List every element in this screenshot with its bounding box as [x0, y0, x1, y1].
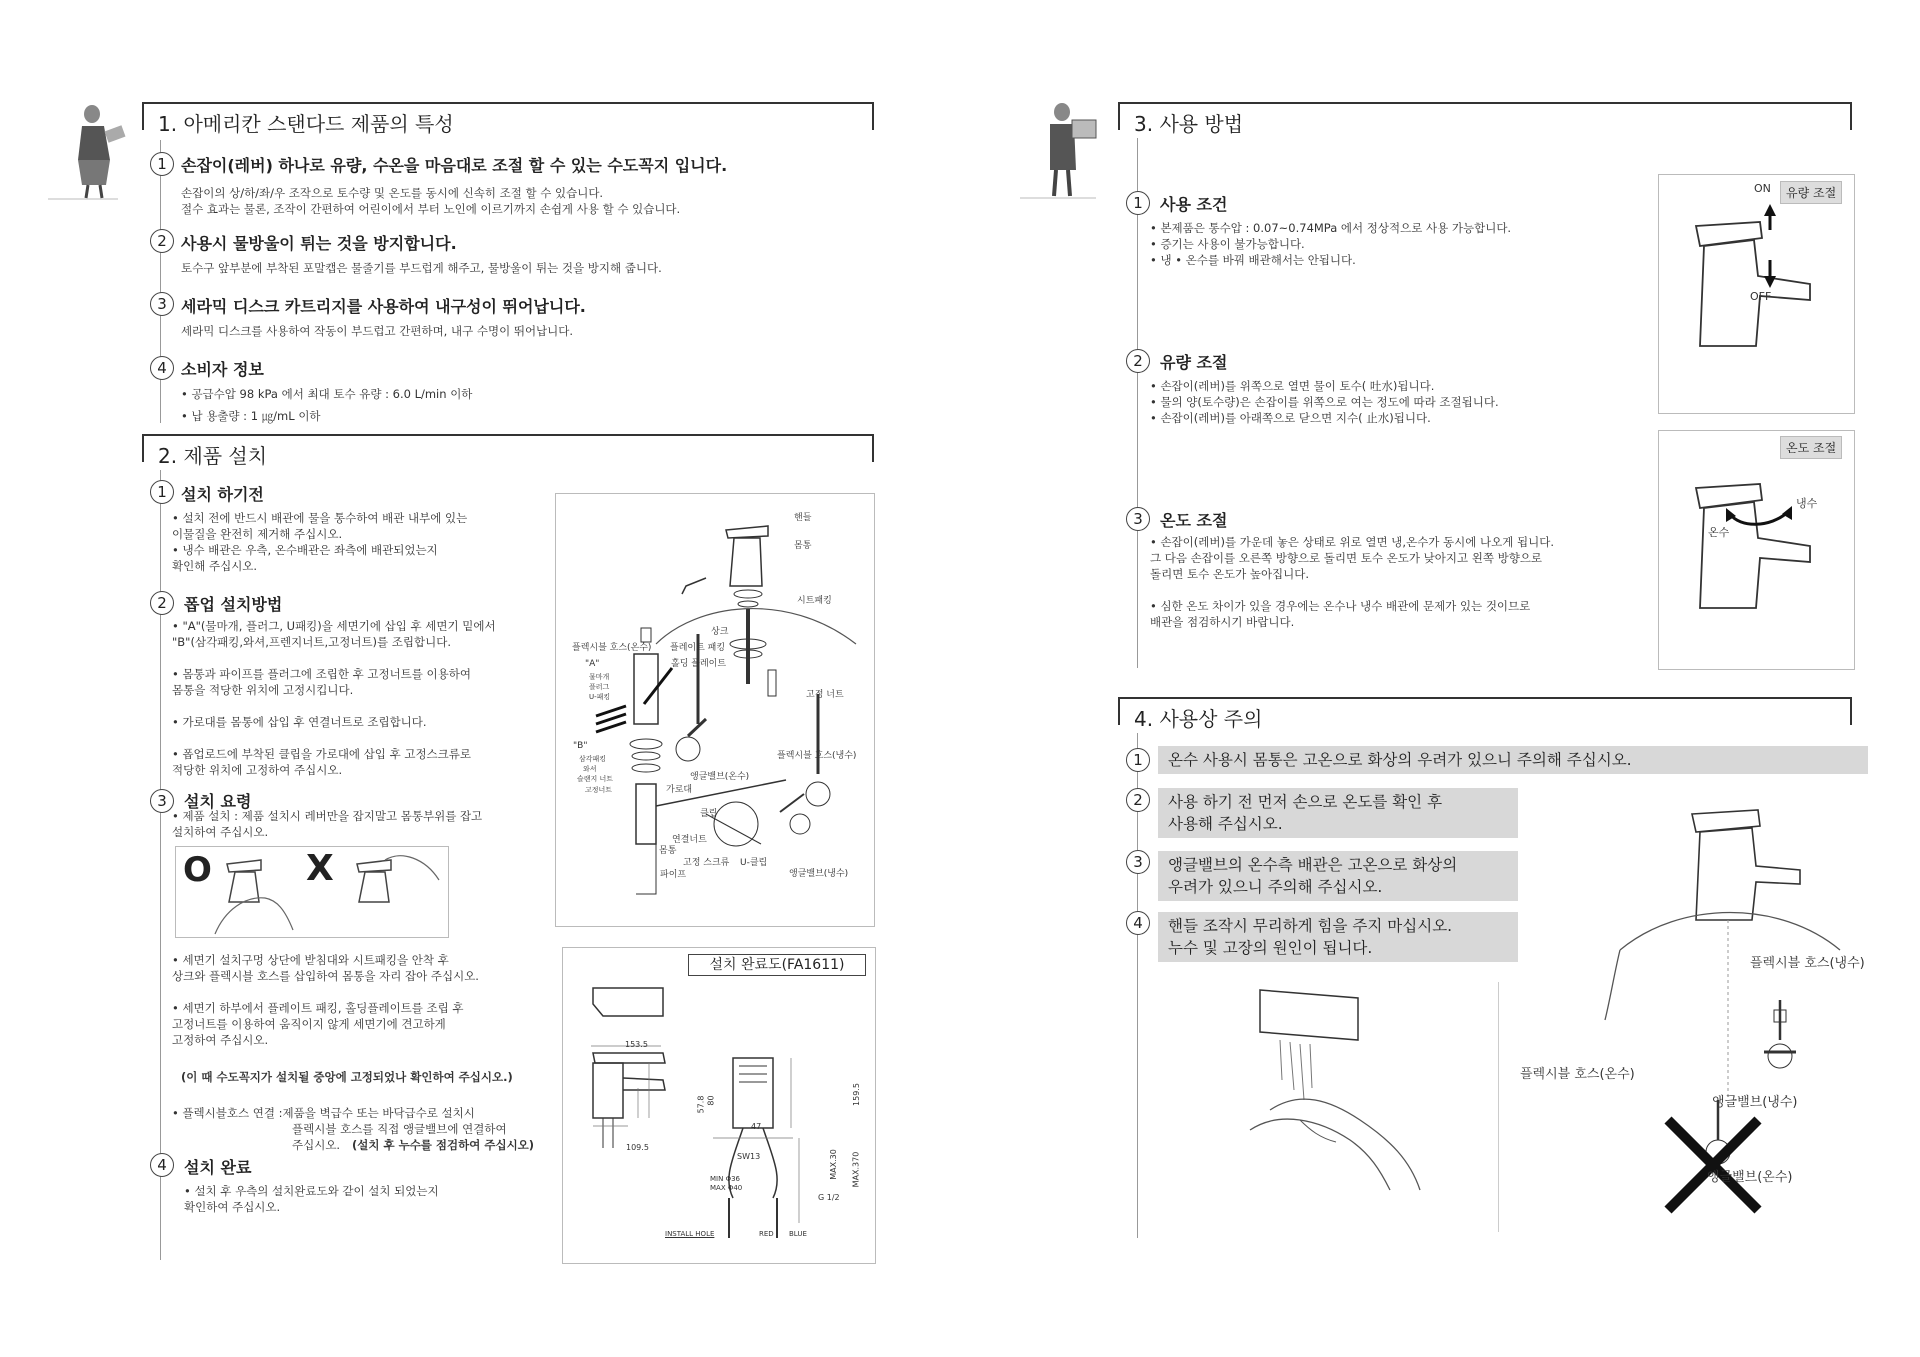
red-label: RED — [759, 1230, 774, 1238]
hands-illustration-divider — [1498, 982, 1499, 1232]
label-plate-packing: 플레이트 패킹 — [670, 643, 726, 653]
label-body: 몸통 — [794, 541, 812, 551]
install-step-2-number: 2 — [150, 591, 174, 615]
caution-1-number: 1 — [1126, 748, 1150, 772]
section-2-rule — [160, 470, 161, 1260]
label-a-upacking: U-패킹 — [589, 693, 611, 701]
item-1-text: 손잡이의 상/하/좌/우 조작으로 토수량 및 온도를 동시에 신속히 조절 할 수 있습니다. 절수 효과는 물론, 조작이 간편하여 어린이에서 부터 노인에 이르기까지 손쉽게 사용 할 수 있습니다. — [181, 186, 681, 216]
label-angle-valve-cold: 앵글밸브(냉수) — [1712, 1095, 1798, 1110]
hose-connection-line-3: 주십시오. — [292, 1138, 341, 1152]
item-2-title: 사용시 물방울이 튀는 것을 방지합니다. — [181, 234, 457, 253]
label-a: "A" — [585, 659, 600, 669]
label-flex-hose-cold: 플렉시블 호스(냉수) — [1750, 956, 1865, 971]
on-label: ON — [1754, 182, 1771, 195]
caution-3-number: 3 — [1126, 850, 1150, 874]
item-3-title: 세라믹 디스크 카트리지를 사용하여 내구성이 뛰어납니다. — [181, 297, 586, 316]
label-hose-cold: 플렉시블 호스(냉수) — [777, 751, 857, 761]
label-body-lower: 몸통 — [659, 846, 677, 856]
dim-57-8: 57.8 — [696, 1095, 706, 1114]
install-step-3b-text: • 세면기 설치구멍 상단에 받침대와 시트패킹을 안착 후 상크와 플렉시블 호스를 삽입하여 몸통을 자리 잡아 주십시오. • 세면기 하부에서 플레이트 패킹, 홀딩플레이트를 조립 후 고정너트를 이용하여 움직이지 않게 세면기에 견고하게 고정하여 주십시오. — [172, 953, 479, 1047]
section-2-heading-bar — [142, 434, 874, 468]
label-angle-valve-cold: 앵글밸브(냉수) — [789, 869, 849, 879]
install-step-4-number: 4 — [150, 1153, 174, 1177]
flow-control-faucet-illustration — [1660, 176, 1850, 410]
dim-109-5: 109.5 — [626, 1143, 649, 1152]
label-angle-valve-hot: 앵글밸브(온수) — [690, 772, 750, 782]
install-step-3-text: • 제품 설치 : 제품 설치시 레버만을 잡지말고 몸통부위를 잡고 설치하여 주십시오. — [172, 809, 483, 839]
dim-159-5: 159.5 — [851, 1083, 861, 1106]
install-step-3-title: 설치 요령 — [184, 792, 252, 811]
install-step-4-text: • 설치 후 우측의 설치완료도와 같이 설치 되었는지 확인하여 주십시오. — [184, 1184, 439, 1214]
off-label: OFF — [1750, 290, 1772, 303]
section-1-rule — [160, 140, 161, 423]
section-2-heading: 2. 제품 설치 — [158, 444, 268, 468]
label-rod: 가로대 — [666, 785, 693, 795]
incorrect-mark: X — [306, 848, 334, 889]
dim-80: 80 — [706, 1095, 716, 1106]
caution-1-text: 온수 사용시 몸통은 고온으로 화상의 우려가 있으니 주의해 주십시오. — [1158, 746, 1868, 774]
item-3-number: 3 — [150, 292, 174, 316]
temperature-control-tag: 온도 조절 — [1780, 436, 1842, 459]
label-fix-screw: 고정 스크류 — [683, 858, 730, 868]
complete-drawing-title: 설치 완료도(FA1611) — [688, 954, 866, 976]
usage-step-3-title: 온도 조절 — [1160, 511, 1228, 530]
usage-step-3-number: 3 — [1126, 507, 1150, 531]
label-angle-valve-hot: 앵글밸브(온수) — [1707, 1170, 1793, 1185]
usage-step-2-text: • 손잡이(레버)를 위쪽으로 열면 물이 토수( 吐水)됩니다. • 물의 양(토수량)은 손잡이를 위쪽으로 여는 정도에 따라 조절됩니다. • 손잡이(레버)를 아래쪽으로 닫으면 지수( 止水)됩니다. — [1150, 379, 1499, 425]
correct-mark: O — [183, 850, 212, 890]
usage-step-2-number: 2 — [1126, 349, 1150, 373]
label-clip: 클립 — [700, 809, 718, 819]
item-4-title: 소비자 정보 — [181, 360, 264, 379]
section-3-heading: 3. 사용 방법 — [1134, 112, 1244, 136]
label-b: "B" — [573, 741, 588, 751]
install-check-note: (이 때 수도꼭지가 설치될 중앙에 고정되었나 확인하여 주십시오.) — [181, 1070, 513, 1084]
hose-leak-check-note: (설치 후 누수를 점검하여 주십시오) — [352, 1138, 535, 1152]
caution-2-text: 사용 하기 전 먼저 손으로 온도를 확인 후 사용해 주십시오. — [1158, 788, 1518, 838]
install-step-1-text: • 설치 전에 반드시 배관에 물을 통수하여 배관 내부에 있는 이물질을 완전히 제거해 주십시오. • 냉수 배관은 우측, 온수배관은 좌측에 배관되었는지 확인해 주십시오. — [172, 511, 468, 573]
section-3-rule — [1137, 138, 1138, 668]
item-1-number: 1 — [150, 152, 174, 176]
dim-47: 47 — [751, 1122, 762, 1131]
usage-step-2-title: 유량 조절 — [1160, 353, 1228, 372]
section-4-heading: 4. 사용상 주의 — [1134, 707, 1263, 731]
label-shank: 상크 — [711, 627, 729, 637]
label-a-plug: 플러그 — [589, 683, 610, 691]
dim-153-5: 153.5 — [625, 1040, 648, 1049]
label-holding-plate: 홀딩 플레이트 — [671, 659, 727, 669]
label-handle: 핸들 — [794, 513, 812, 523]
install-step-1-title: 설치 하기전 — [181, 485, 264, 504]
item-3-text: 세라믹 디스크를 사용하여 작동이 부드럽고 간편하며, 내구 수명이 뛰어납니다. — [181, 324, 574, 338]
label-pipe: 파이프 — [660, 870, 687, 880]
temperature-control-faucet-illustration — [1660, 432, 1850, 666]
correct-grip-faucet-illustration — [215, 850, 295, 934]
complete-dimension-drawing — [563, 948, 873, 1260]
item-4-number: 4 — [150, 356, 174, 380]
install-step-1-number: 1 — [150, 480, 174, 504]
hose-connection-line-2: 플렉시블 호스를 직접 앵글밸브에 연결하여 — [292, 1122, 507, 1136]
label-b-triangle-packing: 삼각패킹 — [579, 755, 607, 763]
blue-label: BLUE — [789, 1230, 807, 1238]
presenter-mascot-illustration — [1020, 100, 1100, 200]
dim-min-36: MIN Φ36 — [710, 1175, 740, 1183]
label-b-flange-nut: 슬랜지 너트 — [577, 775, 614, 783]
item-2-number: 2 — [150, 229, 174, 253]
angle-valve-caution-illustration — [1600, 800, 1850, 1220]
hot-label: 온수 — [1708, 526, 1730, 539]
label-a-stopper: 물마개 — [589, 673, 610, 681]
dim-g-1-2: G 1/2 — [818, 1193, 840, 1202]
caution-3-text: 앵글밸브의 온수측 배관은 고온으로 화상의 우려가 있으니 주의해 주십시오. — [1158, 851, 1518, 901]
section-1-heading-bar — [142, 102, 874, 136]
item-1-title: 손잡이(레버) 하나로 유량, 수온을 마음대로 조절 할 수 있는 수도꼭지 입니다. — [181, 156, 728, 175]
usage-step-1-number: 1 — [1126, 191, 1150, 215]
install-step-2-text: • "A"(물마개, 플러그, U패킹)을 세면기에 삽입 후 세면기 밑에서 "B"(삼각패킹,와셔,프렌지너트,고정너트)를 조립합니다. • 몸통과 파이프를 플러그에 조립한 후 고정너트를 이용하여 몸통을 적당한 위치에 고정시킵니다. • 가로대를 몸통에 삽입 후 연결너트로 조립합니다. • 폽업로드에 부착된 클립을 가로대에 삽입 후 고정스크류로 적당한 위치에 고정하여 주십시오. — [172, 619, 496, 777]
item-2-text: 토수구 앞부분에 부착된 포말캡은 물줄기를 부드럽게 해주고, 물방울이 튀는 것을 방지해 줍니다. — [181, 261, 662, 275]
label-fix-nut: 고정 너트 — [806, 690, 844, 700]
dim-max-370: MAX.370 — [851, 1151, 861, 1188]
install-step-2-title: 폽업 설치방법 — [184, 595, 283, 614]
dim-sw13: SW13 — [737, 1152, 761, 1161]
install-hole-label: INSTALL HOLE — [665, 1230, 715, 1238]
instructor-mascot-illustration — [48, 100, 128, 200]
hand-temperature-check-illustration — [1240, 970, 1490, 1200]
usage-step-1-title: 사용 조건 — [1160, 195, 1228, 214]
dim-max-40: MAX Φ40 — [710, 1184, 743, 1192]
caution-2-number: 2 — [1126, 788, 1150, 812]
section-3-heading-bar — [1118, 102, 1852, 136]
hose-connection-line-1: • 플렉시블호스 연결 :제품을 벽급수 또는 바닥급수로 설치시 — [172, 1106, 475, 1120]
section-4-heading-bar — [1118, 697, 1852, 731]
install-step-3-number: 3 — [150, 789, 174, 813]
flow-control-tag: 유량 조절 — [1780, 181, 1842, 204]
install-step-4-title: 설치 완료 — [184, 1158, 252, 1177]
caution-4-text: 핸들 조작시 무리하게 힘을 주지 마십시오. 누수 및 고장의 원인이 됩니다. — [1158, 912, 1518, 962]
label-flex-hose-hot: 플렉시블 호스(온수) — [1520, 1067, 1635, 1082]
label-b-washer: 와셔 — [583, 765, 597, 773]
label-joint-nut: 연결너트 — [672, 835, 707, 845]
cold-label: 냉수 — [1796, 497, 1818, 510]
label-b-fix-nut: 고정너트 — [585, 786, 613, 794]
usage-step-3-text: • 손잡이(레버)를 가운데 놓은 상태로 위로 열면 냉,온수가 동시에 나오게 됩니다. 그 다음 손잡이를 오른쪽 방향으로 돌리면 토수 온도가 낮아지고 왼쪽 방향으로 돌리면 토수 온도가 높아집니다. • 심한 온도 차이가 있을 경우에는 온수나 냉수 배관에 문제가 있는 것이므로 배관을 점검하시기 바랍니다. — [1150, 535, 1554, 629]
section-1-heading: 1. 아메리칸 스탠다드 제품의 특성 — [158, 112, 454, 136]
caution-4-number: 4 — [1126, 911, 1150, 935]
label-u-clip: U-클립 — [740, 858, 768, 868]
item-4-text: • 공급수압 98 kPa 에서 최대 토수 유량 : 6.0 L/min 이하 • 납 용출량 : 1 ㎍/mL 이하 — [181, 387, 473, 423]
dim-max-30: MAX.30 — [828, 1149, 838, 1180]
incorrect-grip-faucet-illustration — [345, 850, 441, 934]
label-seat-packing: 시트패킹 — [797, 596, 832, 606]
usage-step-1-text: • 본제품은 통수압 : 0.07~0.74MPa 에서 정상적으로 사용 가능합니다. • 증기는 사용이 불가능합니다. • 냉 • 온수를 바꿔 배관해서는 안됩니다. — [1150, 221, 1512, 267]
label-hose-hot: 플렉시블 호스(온수) — [572, 643, 652, 653]
